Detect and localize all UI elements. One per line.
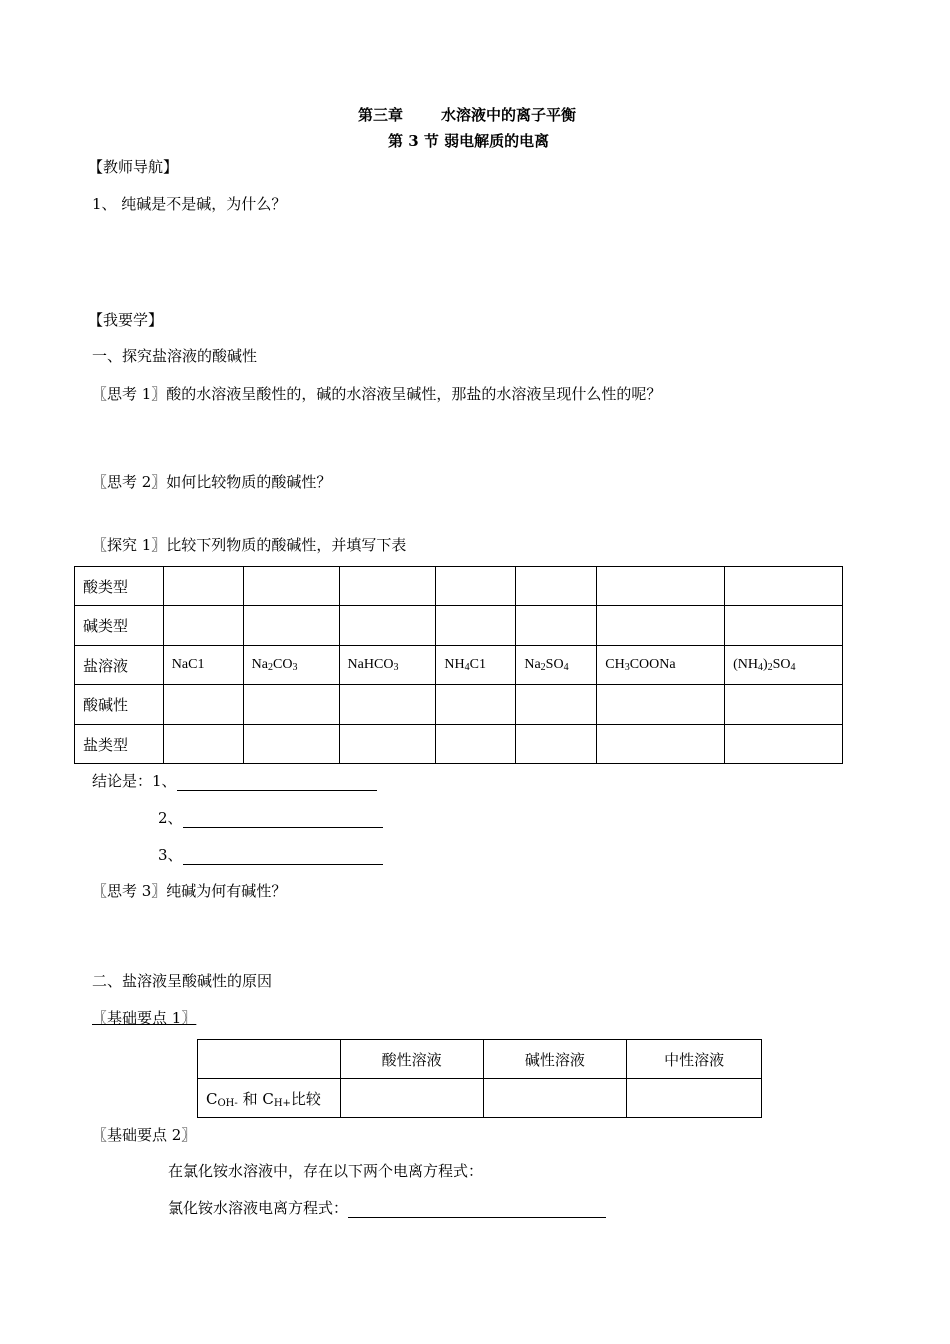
label-part: C: [206, 1089, 218, 1108]
table-cell[interactable]: [725, 685, 843, 725]
table-cell[interactable]: [597, 725, 725, 764]
table-cell[interactable]: [243, 606, 339, 646]
formula-sub: 2: [268, 662, 273, 673]
table-cell[interactable]: [627, 1079, 762, 1118]
label-part: 比较: [290, 1089, 321, 1108]
formula-part: Na: [251, 657, 268, 672]
formula-part: SO: [772, 657, 791, 672]
table-cell[interactable]: [516, 567, 597, 606]
salt-ch3coona: [597, 646, 725, 685]
formula-part: CO: [273, 657, 293, 672]
part1-heading: 一、探究盐溶液的酸碱性: [92, 347, 258, 365]
conclusion-label: 结论是：1、: [92, 772, 177, 790]
explore-1: 〖探究 1〗比较下列物质的酸碱性，并填写下表: [92, 536, 407, 554]
chapter-number: 第三章: [358, 106, 404, 124]
salt-nacl: [163, 646, 243, 685]
table-cell[interactable]: [725, 725, 843, 764]
chapter-title: [358, 104, 576, 125]
salt-na2co3: [243, 646, 339, 685]
formula-sub: 2: [767, 662, 773, 673]
table-cell[interactable]: [163, 725, 243, 764]
basic-point-1: 〖基础要点 1〗: [92, 1009, 197, 1027]
row-header: 酸类型: [75, 567, 164, 606]
basic-point-2: 〖基础要点 2〗: [92, 1126, 197, 1144]
table-header: 酸性溶液: [340, 1040, 483, 1079]
table-cell[interactable]: [516, 725, 597, 764]
table-cell[interactable]: [725, 567, 843, 606]
chapter-name: 水溶液中的离子平衡: [441, 106, 577, 124]
table-row-base-type: [75, 606, 843, 646]
table-cell[interactable]: [436, 685, 516, 725]
salt-nh4-2so4: [725, 646, 843, 685]
equation-label: 氯化铵水溶液电离方程式：: [168, 1199, 349, 1217]
learn-label: 【我要学】: [88, 311, 164, 329]
conclusion-3: [158, 844, 383, 865]
salt-na2so4: [516, 646, 597, 685]
think-3: 〖思考 3〗纯碱为何有碱性？: [92, 882, 287, 900]
formula-part: Na: [524, 657, 541, 672]
label-part: 和 C: [237, 1089, 274, 1108]
formula-sub: 3: [292, 662, 298, 673]
formula-sub: 4: [464, 662, 470, 673]
label-sub: H+: [273, 1097, 291, 1109]
table-row-salt-solution: [75, 646, 843, 685]
conclusion-2: [158, 807, 383, 828]
conclusion-item-2: 2、: [158, 809, 183, 827]
table-row-acid-type: [75, 567, 843, 606]
table-cell[interactable]: [243, 567, 339, 606]
formula-sub: 4: [757, 662, 763, 673]
table-cell[interactable]: [339, 685, 436, 725]
formula-sub: 2: [540, 662, 546, 673]
guide-question-1: 1、 纯碱是不是碱，为什么？: [92, 195, 287, 213]
table-header: [198, 1040, 341, 1079]
formula-part: ): [762, 657, 768, 672]
row-label-concentration: [198, 1079, 341, 1118]
table-header: 中性溶液: [627, 1040, 762, 1079]
table-cell[interactable]: [243, 685, 339, 725]
salt-nh4cl: [436, 646, 516, 685]
table-cell[interactable]: [340, 1079, 483, 1118]
think-2: 〖思考 2〗如何比较物质的酸碱性？: [92, 473, 332, 491]
formula-part: C1: [469, 657, 486, 672]
formula-part: NaHCO: [347, 657, 394, 672]
table-cell[interactable]: [163, 685, 243, 725]
salt-acidity-table: [74, 566, 843, 764]
table-cell[interactable]: [597, 567, 725, 606]
formula-part: SO: [545, 657, 564, 672]
salt-formula: NaC1: [171, 657, 205, 672]
table-row-salt-type: [75, 725, 843, 764]
table-cell[interactable]: [516, 685, 597, 725]
table-cell[interactable]: [597, 685, 725, 725]
table-cell[interactable]: [436, 606, 516, 646]
think-1: 〖思考 1〗酸的水溶液呈酸性的，碱的水溶液呈碱性，那盐的水溶液呈现什么性的呢？: [92, 385, 662, 403]
row-header: 盐溶液: [75, 646, 164, 685]
formula-part: (NH: [733, 657, 758, 672]
conclusion-2-blank[interactable]: [183, 811, 383, 828]
formula-sub: 4: [563, 662, 569, 673]
label-sub: OH-: [217, 1097, 238, 1109]
formula-part: COONa: [629, 657, 676, 672]
salt-nahco3: [339, 646, 436, 685]
table-header: 碱性溶液: [483, 1040, 627, 1079]
row-header: 碱类型: [75, 606, 164, 646]
table-cell[interactable]: [163, 567, 243, 606]
formula-sub: 3: [624, 662, 630, 673]
table-cell[interactable]: [483, 1079, 627, 1118]
row-header: 盐类型: [75, 725, 164, 764]
table-cell[interactable]: [243, 725, 339, 764]
ionization-equation: [168, 1197, 606, 1218]
conclusion-3-blank[interactable]: [183, 848, 383, 865]
formula-part: CH: [605, 657, 625, 672]
table-cell[interactable]: [597, 606, 725, 646]
table-cell[interactable]: [163, 606, 243, 646]
equation-blank[interactable]: [348, 1201, 606, 1218]
section-title: 第 3 节 弱电解质的电离: [388, 132, 550, 150]
row-header: 酸碱性: [75, 685, 164, 725]
table-cell[interactable]: [339, 567, 436, 606]
table-cell[interactable]: [436, 725, 516, 764]
formula-part: NH: [444, 657, 465, 672]
part2-heading: 二、盐溶液呈酸碱性的原因: [92, 972, 273, 990]
table-cell[interactable]: [436, 567, 516, 606]
table-row-acidity: [75, 685, 843, 725]
table-cell[interactable]: [516, 606, 597, 646]
basic-point-2-text: 在氯化铵水溶液中，存在以下两个电离方程式：: [168, 1162, 484, 1180]
table-cell[interactable]: [339, 606, 436, 646]
table-cell[interactable]: [339, 725, 436, 764]
table-cell[interactable]: [725, 606, 843, 646]
table-header-row: [198, 1040, 762, 1079]
guide-label: 【教师导航】: [88, 158, 179, 176]
conclusion-item-3: 3、: [158, 846, 183, 864]
formula-sub: 3: [393, 662, 399, 673]
formula-sub: 4: [790, 662, 796, 673]
conclusion-1: [92, 770, 377, 791]
conclusion-1-blank[interactable]: [177, 774, 377, 791]
concentration-table: [197, 1039, 762, 1118]
table-row: [198, 1079, 762, 1118]
